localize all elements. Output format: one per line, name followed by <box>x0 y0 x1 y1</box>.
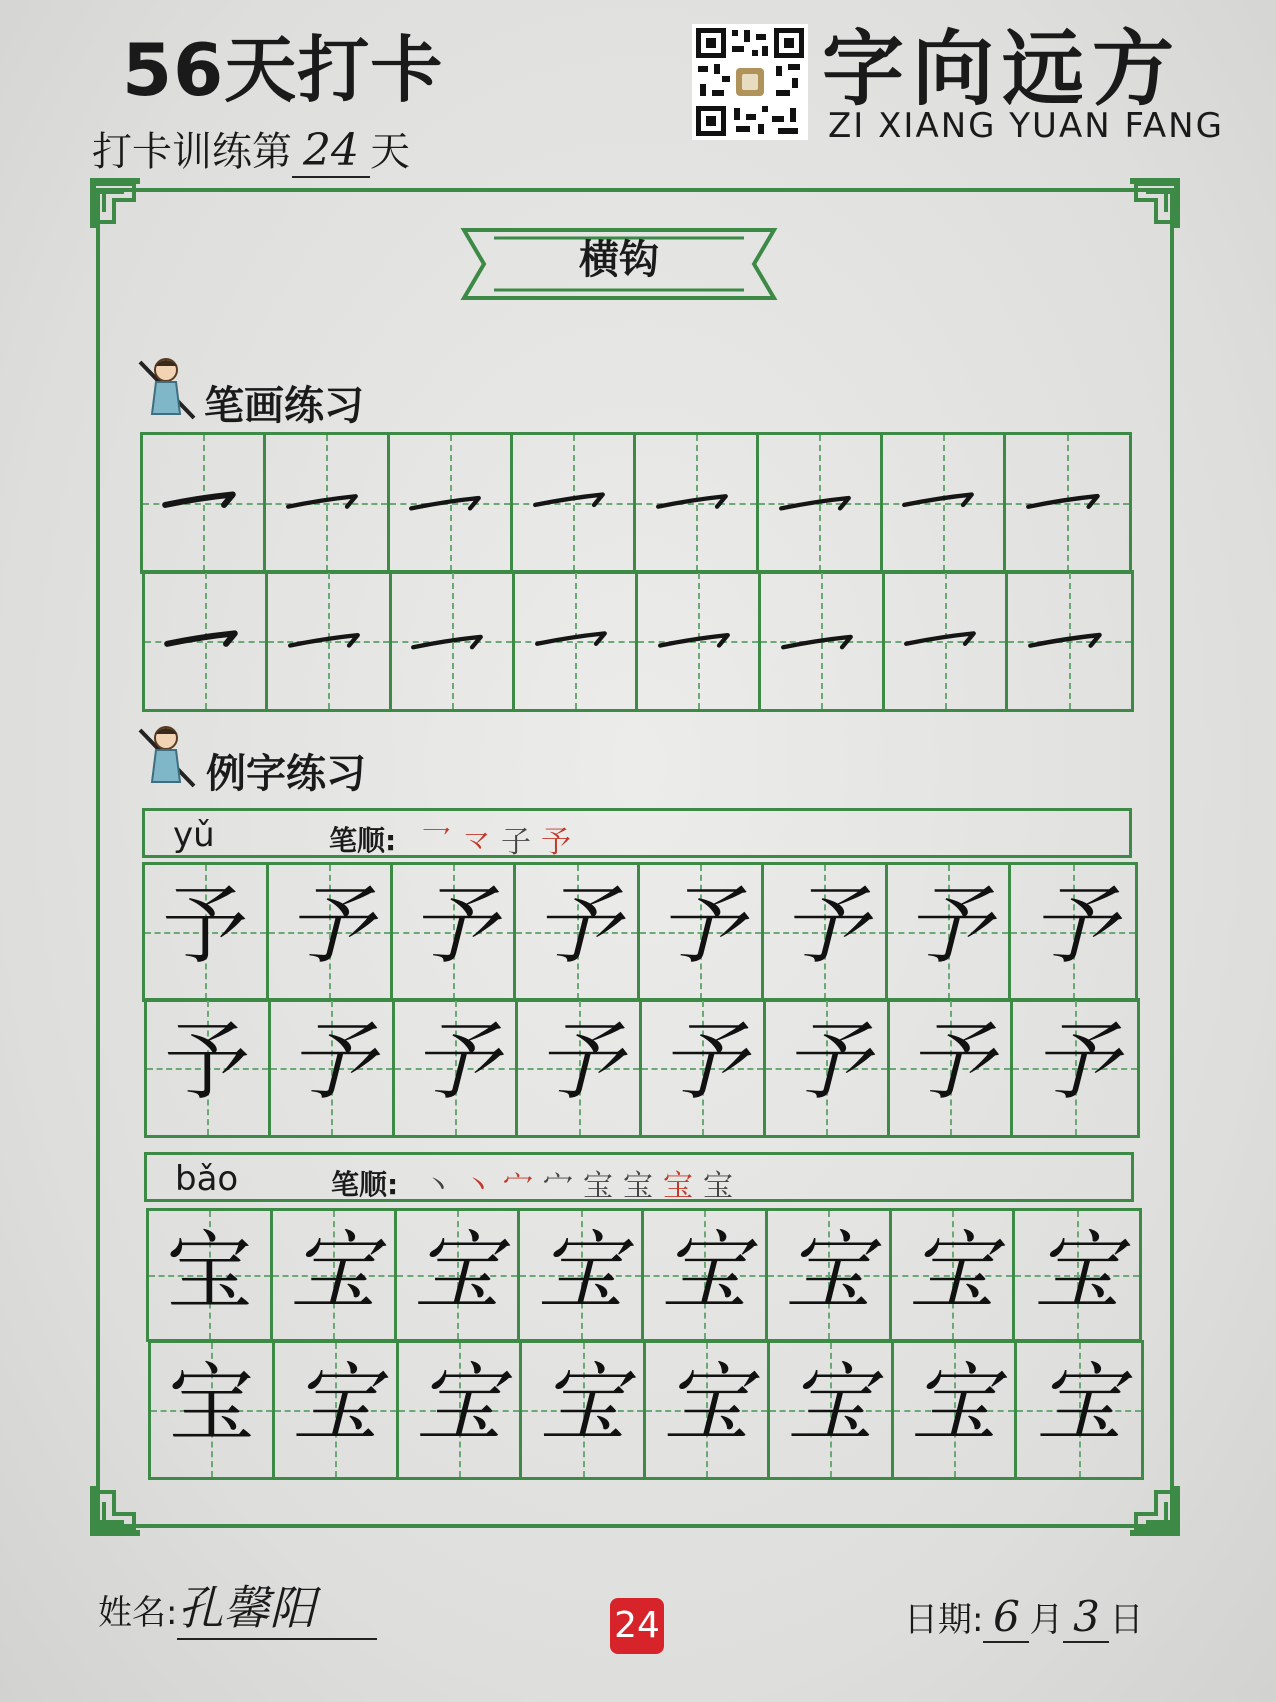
hengou-stroke <box>901 614 988 668</box>
day-label: 日 <box>1109 1600 1144 1640</box>
practice-cell <box>768 1211 892 1339</box>
stroke-order-sequence: 乛龴子予 <box>421 825 581 860</box>
practice-character: 予 <box>411 1012 498 1112</box>
stroke-order-label: 笔顺: <box>331 1168 399 1201</box>
month-label: 月 <box>1029 1600 1064 1640</box>
practice-character: 予 <box>783 1012 870 1112</box>
practice-character: 宝 <box>1036 1354 1123 1454</box>
practice-cell <box>143 435 266 571</box>
practice-character: 宝 <box>415 1354 502 1454</box>
pinyin: yǔ <box>173 815 215 855</box>
practice-character: 予 <box>781 876 868 976</box>
practice-cell <box>266 435 389 571</box>
practice-character: 予 <box>162 876 249 976</box>
char-grid-row <box>142 862 1138 1002</box>
name-value: 孔馨阳 <box>177 1572 377 1640</box>
char-practice-heading: 例字练习 <box>206 751 366 797</box>
hengou-stroke <box>530 476 617 530</box>
practice-cell <box>516 865 640 999</box>
practice-cell <box>271 1001 395 1135</box>
practice-cell <box>770 1343 894 1477</box>
practice-cell <box>642 1001 766 1135</box>
practice-character: 宝 <box>661 1222 748 1322</box>
practice-cell <box>393 865 517 999</box>
main-title: 56天打卡 <box>122 28 444 112</box>
practice-cell <box>885 573 1008 709</box>
practice-cell <box>1008 573 1131 709</box>
month-value: 6 <box>983 1592 1029 1643</box>
practice-cell <box>883 435 1006 571</box>
date-label: 日期: <box>904 1600 984 1640</box>
practice-cell <box>1011 865 1135 999</box>
practice-cell <box>513 435 636 571</box>
practice-cell <box>764 865 888 999</box>
practice-character: 宝 <box>290 1222 377 1322</box>
practice-cell <box>147 1001 271 1135</box>
pinyin: bǎo <box>175 1159 239 1199</box>
scholar-icon <box>136 724 198 790</box>
practice-character: 予 <box>533 876 620 976</box>
hengou-stroke <box>162 614 249 668</box>
practice-character: 宝 <box>539 1354 626 1454</box>
stroke-title: 横钩 <box>579 237 659 283</box>
day-number: 24 <box>292 125 370 178</box>
char-grid-row <box>146 1208 1142 1342</box>
char-grid-row <box>144 998 1140 1138</box>
date-field <box>904 1592 1143 1643</box>
practice-cell <box>890 1001 1014 1135</box>
practice-character: 宝 <box>787 1354 874 1454</box>
hengou-stroke <box>406 476 493 530</box>
brand-pinyin: ZI XIANG YUAN FANG <box>828 106 1224 146</box>
practice-character: 宝 <box>537 1222 624 1322</box>
stroke-order-sequence: 丶丶宀宀宝宝宝宝 <box>423 1169 743 1204</box>
practice-character: 宝 <box>1034 1222 1121 1322</box>
practice-cell <box>397 1211 521 1339</box>
practice-cell <box>638 573 761 709</box>
practice-character: 宝 <box>910 1354 997 1454</box>
char-info-bar <box>142 808 1132 858</box>
hengou-stroke <box>899 476 986 530</box>
practice-character: 予 <box>409 876 496 976</box>
practice-cell <box>275 1343 399 1477</box>
name-label: 姓名: <box>98 1593 178 1633</box>
brand-name: 字向远方 <box>822 21 1183 117</box>
practice-cell <box>390 435 513 571</box>
practice-cell <box>646 1343 770 1477</box>
practice-cell <box>761 573 884 709</box>
name-field <box>98 1572 377 1640</box>
day-value: 3 <box>1063 1592 1109 1643</box>
practice-cell <box>520 1211 644 1339</box>
practice-character: 予 <box>1032 1012 1119 1112</box>
hengou-stroke <box>655 614 742 668</box>
day-prefix: 打卡训练第 <box>92 129 292 175</box>
hengou-stroke <box>285 614 372 668</box>
practice-character: 宝 <box>908 1222 995 1322</box>
hengou-stroke <box>778 614 865 668</box>
qr-code-icon <box>692 24 808 140</box>
hengou-stroke <box>408 614 495 668</box>
practice-cell <box>149 1211 273 1339</box>
char-grid-row <box>148 1340 1144 1480</box>
practice-cell <box>268 573 391 709</box>
hengou-stroke <box>653 476 740 530</box>
practice-cell <box>145 865 269 999</box>
practice-character: 予 <box>535 1012 622 1112</box>
practice-character: 予 <box>1030 876 1117 976</box>
practice-cell <box>399 1343 523 1477</box>
practice-cell <box>269 865 393 999</box>
practice-character: 予 <box>657 876 744 976</box>
practice-character: 予 <box>659 1012 746 1112</box>
practice-character: 宝 <box>785 1222 872 1322</box>
practice-character: 予 <box>286 876 373 976</box>
hengou-stroke <box>532 614 619 668</box>
practice-character: 予 <box>906 1012 993 1112</box>
practice-cell <box>894 1343 1018 1477</box>
practice-cell <box>515 573 638 709</box>
practice-cell <box>1013 1001 1137 1135</box>
practice-cell <box>392 573 515 709</box>
hengou-stroke <box>1025 614 1114 668</box>
practice-cell <box>766 1001 890 1135</box>
practice-character: 宝 <box>166 1222 253 1322</box>
stroke-grid-row-1 <box>140 432 1132 574</box>
practice-cell <box>1006 435 1129 571</box>
practice-cell <box>395 1001 519 1135</box>
practice-cell <box>892 1211 1016 1339</box>
hengou-stroke <box>283 476 370 530</box>
day-suffix: 天 <box>370 129 410 175</box>
practice-cell <box>1017 1343 1141 1477</box>
practice-cell <box>151 1343 275 1477</box>
stroke-practice-heading: 笔画练习 <box>204 383 364 429</box>
practice-character: 予 <box>288 1012 375 1112</box>
practice-cell <box>145 573 268 709</box>
practice-character: 予 <box>164 1012 251 1112</box>
practice-cell <box>640 865 764 999</box>
hengou-stroke <box>776 476 863 530</box>
stroke-grid-row-2 <box>142 570 1134 712</box>
practice-cell <box>273 1211 397 1339</box>
scholar-icon <box>136 356 198 422</box>
practice-cell <box>644 1211 768 1339</box>
char-info-bar <box>144 1152 1134 1202</box>
stroke-order-label: 笔顺: <box>329 824 397 857</box>
practice-cell <box>518 1001 642 1135</box>
hengou-stroke <box>1023 476 1112 530</box>
practice-cell <box>888 865 1012 999</box>
practice-cell <box>522 1343 646 1477</box>
practice-character: 宝 <box>663 1354 750 1454</box>
practice-character: 宝 <box>168 1354 255 1454</box>
practice-cell <box>636 435 759 571</box>
practice-cell <box>1015 1211 1139 1339</box>
practice-character: 宝 <box>413 1222 500 1322</box>
day-counter <box>92 120 410 178</box>
hengou-stroke <box>160 476 247 530</box>
practice-cell <box>759 435 882 571</box>
practice-character: 予 <box>904 876 991 976</box>
page-number-badge: 24 <box>610 1598 664 1654</box>
practice-character: 宝 <box>292 1354 379 1454</box>
